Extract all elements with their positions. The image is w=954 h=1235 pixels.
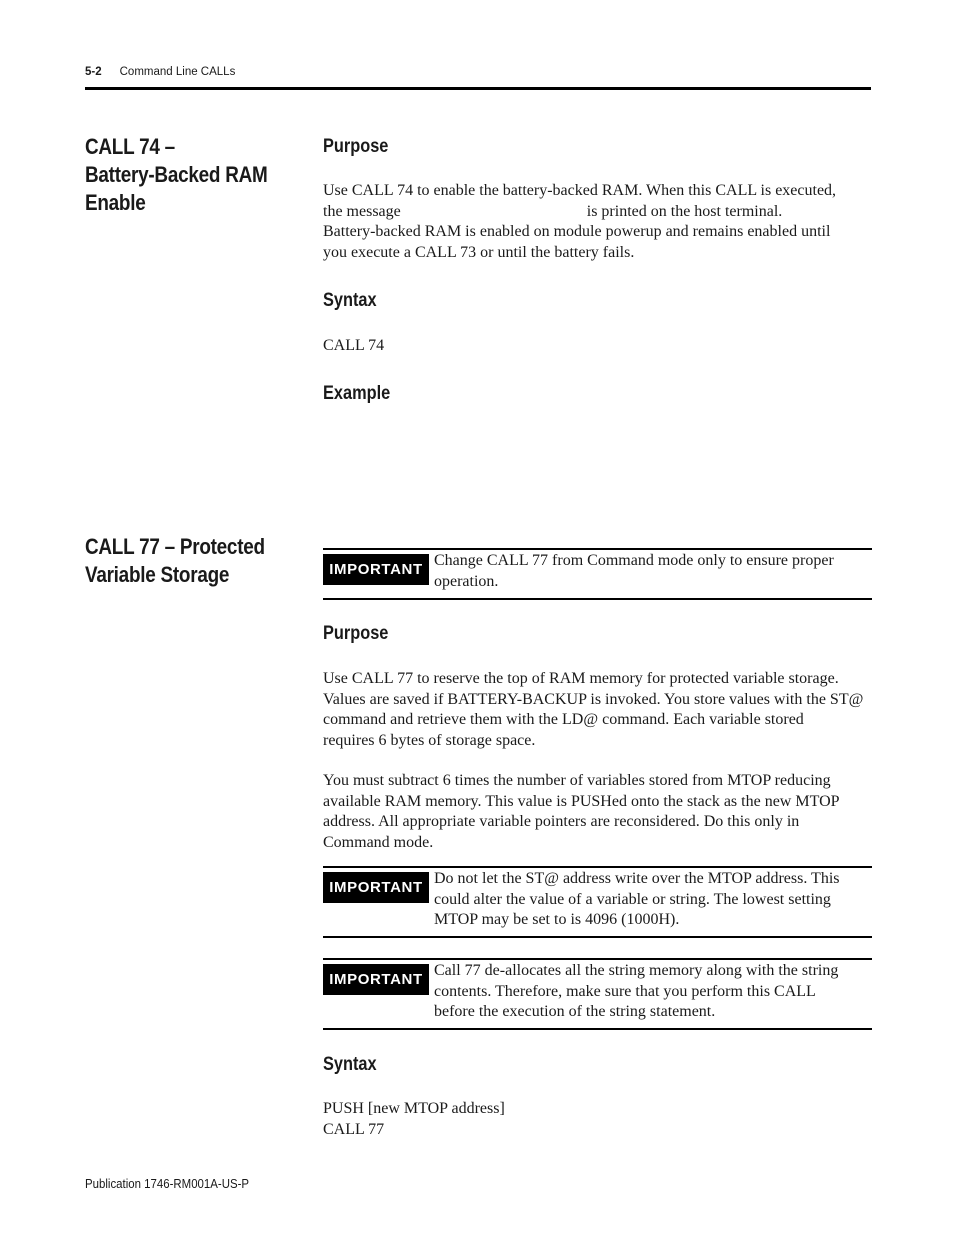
important1-text: Change CALL 77 from Command mode only to ensure proper operation. xyxy=(434,552,834,590)
important3-text: Call 77 de-allocates all the string memory along with the string contents. Therefore, make sure that you perform this CALL before the execution of the string statement. xyxy=(434,962,839,1020)
running-header xyxy=(85,66,235,78)
footer-publication: Publication 1746-RM001A-US-P xyxy=(85,1176,250,1191)
important2-text: Do not let the ST@ address write over the MTOP address. This could alter the value of a variable or string. The lowest setting MTOP may be set to is 4096 (1000H). xyxy=(434,870,840,928)
call77-purpose-para2: You must subtract 6 times the number of variables stored from MTOP reducing available RAM memory. This value is PUSHed onto the stack as the new MTOP address. All appropriate variable pointers are reconsidered. Do this only in Command mode. xyxy=(323,772,840,851)
call74-syntax-heading: Syntax xyxy=(323,290,377,311)
chapter-title: Command Line CALLs xyxy=(119,66,236,78)
call77-purpose-heading: Purpose xyxy=(323,623,389,644)
call77-syntax-code: PUSH [new MTOP address] CALL 77 xyxy=(323,1100,505,1138)
important2-badge: IMPORTANT xyxy=(323,872,429,903)
call74-example-heading: Example xyxy=(323,383,391,404)
call74-syntax-code: CALL 74 xyxy=(323,337,385,354)
header-rule xyxy=(85,87,871,90)
page-number: 5-2 xyxy=(85,66,102,78)
important3-top-rule xyxy=(323,958,872,960)
important1-bottom-rule xyxy=(323,598,872,600)
call77-purpose-para1: Use CALL 77 to reserve the top of RAM memory for protected variable storage. Values are saved if BATTERY-BACKUP is invoked. You store values with the ST@ command and retrieve them with the LD@ command. Each variable stored requires 6 bytes of storage space. xyxy=(323,670,864,749)
call74-title: CALL 74 – Battery-Backed RAM Enable xyxy=(85,134,268,215)
important2-bottom-rule xyxy=(323,936,872,938)
call74-purpose-text: Use CALL 74 to enable the battery-backed RAM. When this CALL is executed, the message is printed on the host terminal. Battery-backed RAM is enabled on module powerup and remains enabled until you execute a CALL 73 or until the battery fails. xyxy=(323,182,837,261)
important3-badge: IMPORTANT xyxy=(323,964,429,995)
important3-bottom-rule xyxy=(323,1028,872,1030)
call77-title: CALL 77 – Protected Variable Storage xyxy=(85,534,265,587)
call74-purpose-heading: Purpose xyxy=(323,136,389,157)
important2-top-rule xyxy=(323,866,872,868)
important1-top-rule xyxy=(323,548,872,550)
important1-badge: IMPORTANT xyxy=(323,554,429,585)
call77-syntax-heading: Syntax xyxy=(323,1054,377,1075)
